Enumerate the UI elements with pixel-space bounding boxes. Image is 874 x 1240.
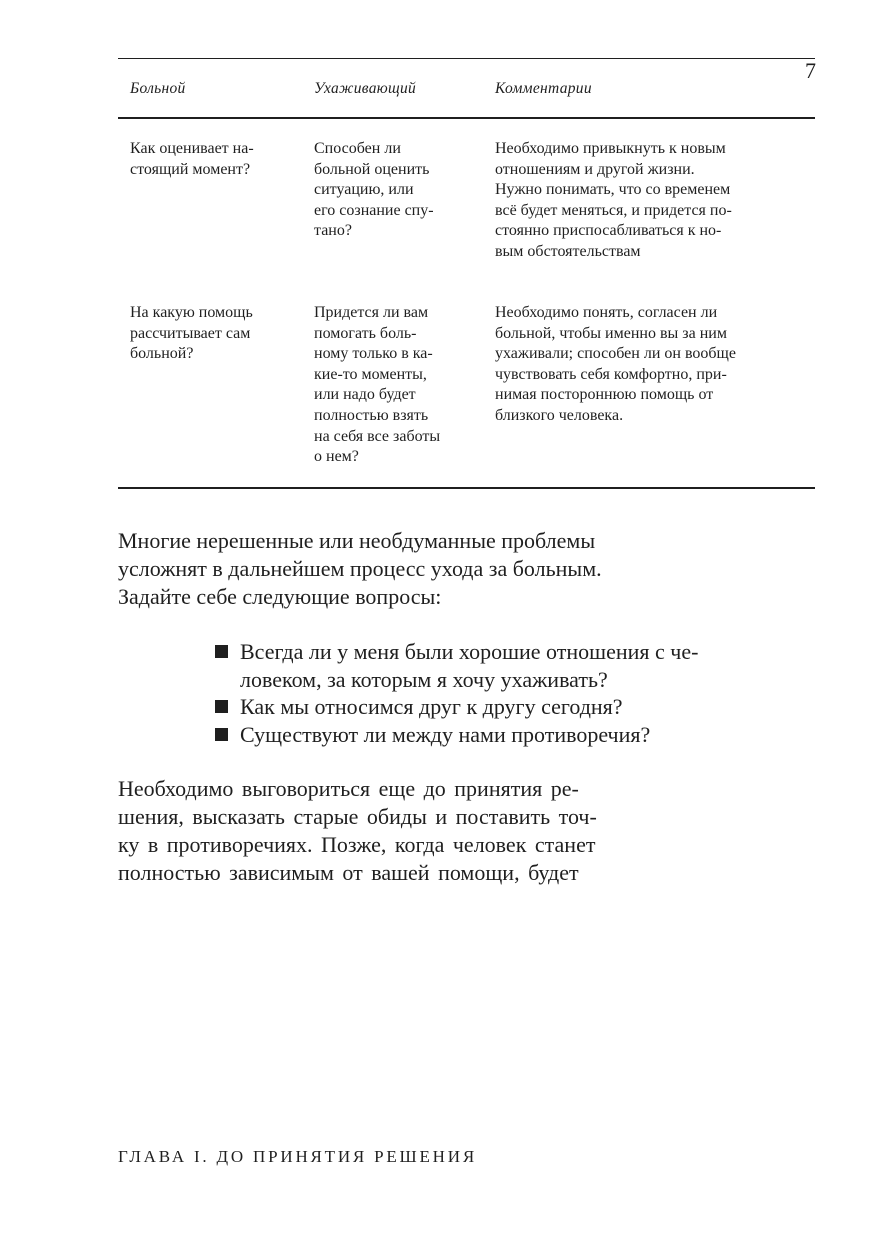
table-header-patient: Больной [130, 80, 186, 97]
table-cell: Способен ли больной оценить ситуацию, или его сознание спу- тано? [314, 140, 434, 240]
table-cell: Необходимо привыкнуть к новым отношениям и другой жизни. Нужно понимать, что со временем всё будет меняться, и придется по- стоянно приспосабливаться к но- вым обстоятельствам [495, 140, 732, 260]
question-list [215, 638, 820, 748]
table-cell: На какую помощь рассчитывает сам больной? [130, 304, 253, 363]
square-bullet-icon [215, 728, 228, 741]
table-bottom-rule [118, 487, 815, 489]
body-paragraph: Многие нерешенные или необдуманные проблемы усложнят в дальнейшем процесс ухода за больным. Задайте себе следующие вопросы: [118, 528, 602, 609]
table-header-caregiver: Ухаживающий [314, 80, 417, 97]
list-item [215, 638, 820, 693]
list-item-text: Как мы относимся друг к другу сегодня? [240, 694, 623, 719]
square-bullet-icon [215, 700, 228, 713]
table-header-comments: Комментарии [495, 80, 592, 97]
page-number: 7 [805, 58, 816, 83]
table-cell: Придется ли вам помогать боль- ному только в ка- кие-то моменты, или надо будет полностью взять на себя все заботы о нем? [314, 304, 441, 466]
body-paragraph: Необходимо выговориться еще до принятия ре- шения, высказать старые обиды и поставить точ- ку в противоречиях. Позже, когда человек станет полностью зависимым от вашей помощи, будет [118, 776, 597, 885]
chapter-footer: ГЛАВА I. ДО ПРИНЯТИЯ РЕШЕНИЯ [118, 1147, 477, 1166]
list-item [215, 693, 820, 721]
list-item-text: Всегда ли у меня были хорошие отношения с че- ловеком, за которым я хочу ухаживать? [240, 639, 699, 692]
table-header-rule [118, 117, 815, 119]
table-cell: Как оценивает на- стоящий момент? [130, 140, 254, 178]
table-cell: Необходимо понять, согласен ли больной, чтобы именно вы за ним ухаживали; способен ли он вообще чувствовать себя комфортно, при- нимая постороннюю помощь от близкого человека. [495, 304, 736, 424]
table-top-rule [118, 58, 815, 59]
list-item [215, 721, 820, 749]
square-bullet-icon [215, 645, 228, 658]
list-item-text: Существуют ли между нами противоречия? [240, 721, 651, 747]
